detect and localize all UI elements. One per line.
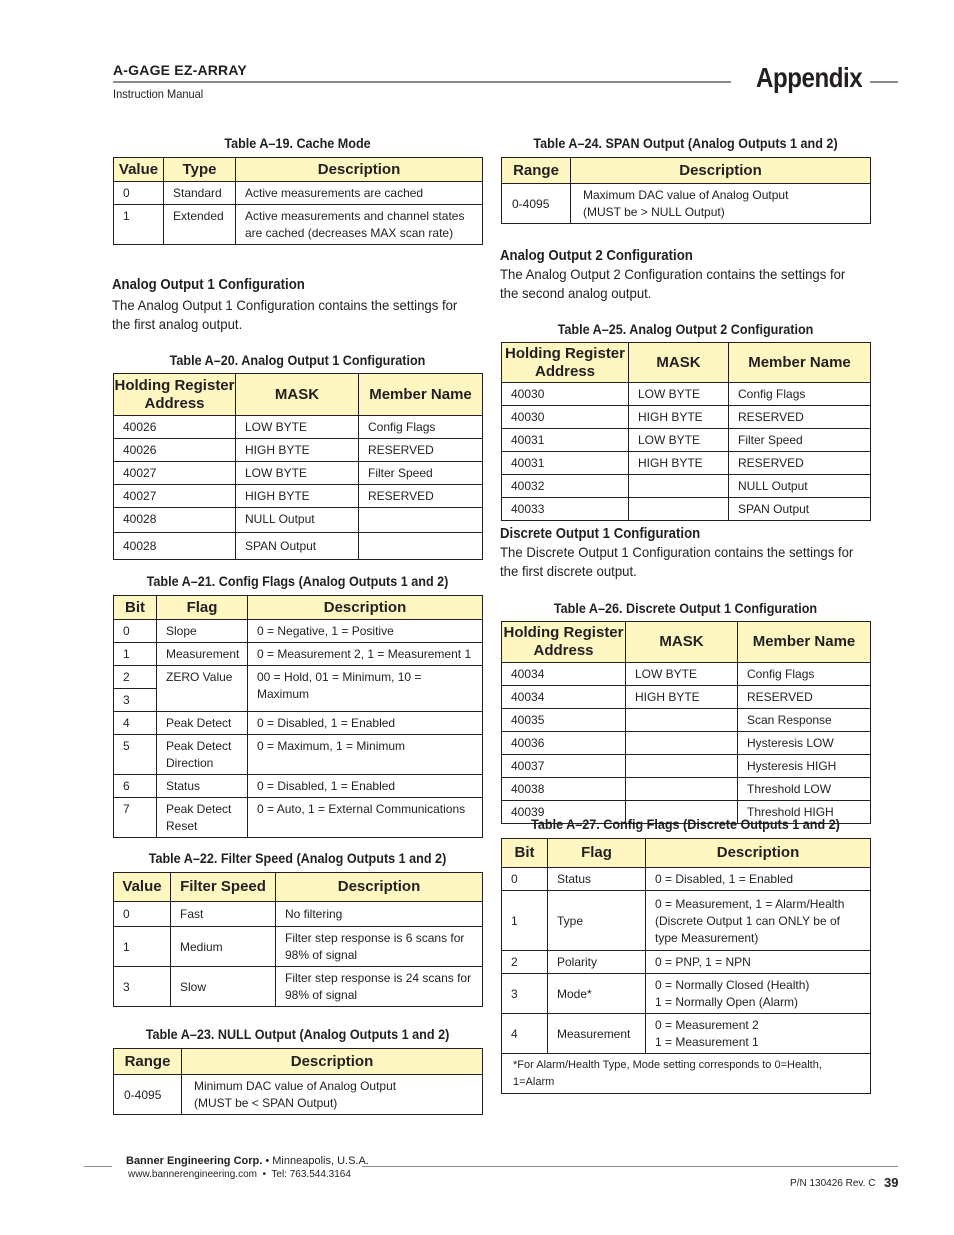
- cell: NULL Output: [236, 508, 359, 533]
- cell: 40030: [502, 406, 629, 429]
- cell: 40031: [502, 429, 629, 452]
- col-header: Range: [114, 1049, 182, 1075]
- col-header: Description: [276, 873, 483, 902]
- product-name: A-GAGE EZ-ARRAY: [113, 62, 247, 78]
- cell: 1: [114, 643, 157, 666]
- cell: [359, 533, 483, 560]
- table-a19: [113, 157, 483, 245]
- cell: HIGH BYTE: [236, 485, 359, 508]
- cell: Active measurements are cached: [236, 182, 483, 205]
- cell: 40026: [114, 416, 236, 439]
- cell: Threshold HIGH: [738, 801, 871, 824]
- cell: [626, 732, 738, 755]
- cell: Slow: [171, 967, 276, 1007]
- table-a26: [501, 621, 871, 824]
- table-row: [114, 485, 483, 508]
- table-a22-caption: Table A–22. Filter Speed (Analog Outputs 1 and 2): [148, 850, 447, 866]
- table-a24-caption: Table A–24. SPAN Output (Analog Outputs 1 and 2): [533, 135, 838, 151]
- col-header: MASK: [626, 622, 738, 663]
- cell: 0-4095: [114, 1075, 182, 1115]
- cell: [629, 498, 729, 521]
- cell: 40035: [502, 709, 626, 732]
- table-row: [502, 974, 871, 1014]
- cell: 40033: [502, 498, 629, 521]
- table-a26-caption: Table A–26. Discrete Output 1 Configuration: [553, 600, 818, 616]
- cell: Peak Detect Reset: [157, 798, 248, 838]
- footer-contact: www.bannerengineering.com • Tel: 763.544.3164: [128, 1169, 351, 1180]
- col-header: Description: [571, 158, 871, 184]
- cell: 2: [502, 951, 548, 974]
- cell: 2: [114, 666, 157, 689]
- cell: Filter Speed: [729, 429, 871, 452]
- discrete-output-1-text: The Discrete Output 1 Configuration contains the settings for the first discrete output.: [500, 544, 854, 579]
- col-header: Bit: [502, 839, 548, 868]
- cell: SPAN Output: [236, 533, 359, 560]
- table-row: [502, 686, 871, 709]
- col-header: MASK: [629, 343, 729, 383]
- discrete-output-1-heading: Discrete Output 1 Configuration: [500, 525, 701, 542]
- cell: 6: [114, 775, 157, 798]
- cell: Threshold LOW: [738, 778, 871, 801]
- cell: 40031: [502, 452, 629, 475]
- analog-output-2-heading: Analog Output 2 Configuration: [500, 247, 693, 264]
- table-row: [502, 406, 871, 429]
- cell: 0 = Disabled, 1 = Enabled: [248, 775, 483, 798]
- cell: Filter Speed: [359, 462, 483, 485]
- table-a21-caption: Table A–21. Config Flags (Analog Outputs 1 and 2): [146, 573, 449, 589]
- table-a25-caption: Table A–25. Analog Output 2 Configuration: [557, 321, 814, 337]
- cell: Hysteresis LOW: [738, 732, 871, 755]
- table-a21: [113, 595, 483, 838]
- table-row: [114, 462, 483, 485]
- cell: LOW BYTE: [236, 416, 359, 439]
- table-row: [114, 1075, 483, 1115]
- cell: Minimum DAC value of Analog Output (MUST be < SPAN Output): [182, 1075, 483, 1115]
- cell: Filter step response is 24 scans for 98% of signal: [276, 967, 483, 1007]
- cell: 1: [114, 927, 171, 967]
- col-header: Description: [236, 158, 483, 182]
- cell: 4: [502, 1014, 548, 1054]
- table-row: [114, 798, 483, 838]
- col-header: Flag: [157, 596, 248, 620]
- part-number: P/N 130426 Rev. C: [790, 1178, 876, 1189]
- cell: 40038: [502, 778, 626, 801]
- table-row: [114, 439, 483, 462]
- cell: 0 = Negative, 1 = Positive: [248, 620, 483, 643]
- table-row: [114, 967, 483, 1007]
- table-a20-caption: Table A–20. Analog Output 1 Configuration: [169, 352, 426, 368]
- cell: HIGH BYTE: [629, 452, 729, 475]
- table-row: [502, 498, 871, 521]
- cell: 4: [114, 712, 157, 735]
- cell: ZERO Value: [157, 666, 248, 712]
- table-row: [114, 666, 483, 689]
- cell: 0 = PNP, 1 = NPN: [646, 951, 871, 974]
- cell: 0: [114, 902, 171, 927]
- cell: HIGH BYTE: [629, 406, 729, 429]
- col-header: Description: [182, 1049, 483, 1075]
- cell: 0 = Disabled, 1 = Enabled: [248, 712, 483, 735]
- table-row: [502, 868, 871, 891]
- cell: Hysteresis HIGH: [738, 755, 871, 778]
- cell: 0: [114, 620, 157, 643]
- cell: Type: [548, 891, 646, 951]
- table-row: [502, 951, 871, 974]
- cell: 40037: [502, 755, 626, 778]
- section-title: Appendix: [756, 62, 863, 93]
- col-header: Flag: [548, 839, 646, 868]
- col-header: Holding Register Address: [502, 343, 629, 383]
- analog-output-1-heading: Analog Output 1 Configuration: [112, 276, 305, 293]
- cell: [629, 475, 729, 498]
- cell: 3: [114, 689, 157, 712]
- cell: 40034: [502, 686, 626, 709]
- header-rule-short: [870, 81, 898, 83]
- cell: Status: [548, 868, 646, 891]
- cell: Fast: [171, 902, 276, 927]
- table-a27: [501, 838, 871, 1094]
- cell: 0 = Measurement 2, 1 = Measurement 1: [248, 643, 483, 666]
- table-a25: [501, 342, 871, 521]
- cell: RESERVED: [359, 485, 483, 508]
- cell: 3: [114, 967, 171, 1007]
- cell: LOW BYTE: [236, 462, 359, 485]
- cell: 1: [114, 205, 164, 245]
- cell: Polarity: [548, 951, 646, 974]
- cell: HIGH BYTE: [626, 686, 738, 709]
- cell: [626, 755, 738, 778]
- col-header: Value: [114, 158, 164, 182]
- footer-company: [126, 1155, 369, 1167]
- cell: RESERVED: [359, 439, 483, 462]
- cell: Status: [157, 775, 248, 798]
- cell: [359, 508, 483, 533]
- cell: Peak Detect: [157, 712, 248, 735]
- analog-output-1-text: The Analog Output 1 Configuration contains the settings for the first analog output.: [112, 297, 458, 332]
- table-row: [114, 620, 483, 643]
- footer-rule-left: [84, 1166, 112, 1167]
- company-name: Banner Engineering Corp.: [126, 1155, 263, 1167]
- col-header: Member Name: [729, 343, 871, 383]
- table-a27-caption: Table A–27. Config Flags (Discrete Outputs 1 and 2): [531, 816, 840, 832]
- table-row: [114, 416, 483, 439]
- col-header: Bit: [114, 596, 157, 620]
- cell: [626, 778, 738, 801]
- table-row: [502, 429, 871, 452]
- table-row: [114, 643, 483, 666]
- table-row: [114, 712, 483, 735]
- analog-output-2-text: The Analog Output 2 Configuration contains the settings for the second analog output.: [500, 266, 846, 301]
- cell: 1: [502, 891, 548, 951]
- cell: 40036: [502, 732, 626, 755]
- table-footnote-row: [502, 1054, 871, 1094]
- cell: 3: [502, 974, 548, 1014]
- header-rule: [113, 81, 731, 83]
- cell: Filter step response is 6 scans for 98% of signal: [276, 927, 483, 967]
- col-header: Value: [114, 873, 171, 902]
- cell: Medium: [171, 927, 276, 967]
- table-row: [114, 182, 483, 205]
- cell: 40028: [114, 533, 236, 560]
- cell: 5: [114, 735, 157, 775]
- table-a23: [113, 1048, 483, 1115]
- cell: 40027: [114, 462, 236, 485]
- cell: SPAN Output: [729, 498, 871, 521]
- cell: 40028: [114, 508, 236, 533]
- footer-rule: [362, 1166, 898, 1167]
- table-row: [502, 1014, 871, 1054]
- cell: RESERVED: [729, 452, 871, 475]
- table-row: [502, 383, 871, 406]
- cell: 0 = Normally Closed (Health) 1 = Normally Open (Alarm): [646, 974, 871, 1014]
- cell: Measurement: [157, 643, 248, 666]
- cell: 40034: [502, 663, 626, 686]
- cell: RESERVED: [729, 406, 871, 429]
- col-header: Filter Speed: [171, 873, 276, 902]
- table-row: [502, 732, 871, 755]
- col-header: Holding Register Address: [502, 622, 626, 663]
- cell: Slope: [157, 620, 248, 643]
- table-footnote: *For Alarm/Health Type, Mode setting corresponds to 0=Health, 1=Alarm: [502, 1054, 871, 1094]
- col-header: Description: [646, 839, 871, 868]
- cell: Mode*: [548, 974, 646, 1014]
- cell: 40039: [502, 801, 626, 824]
- table-a23-caption: Table A–23. NULL Output (Analog Outputs 1 and 2): [145, 1026, 450, 1042]
- table-row: [502, 709, 871, 732]
- cell: Config Flags: [359, 416, 483, 439]
- cell: 0 = Maximum, 1 = Minimum: [248, 735, 483, 775]
- table-a19-caption: Table A–19. Cache Mode: [224, 135, 371, 151]
- col-header: Description: [248, 596, 483, 620]
- cell: 0 = Measurement, 1 = Alarm/Health (Discrete Output 1 can ONLY be of type Measurement): [646, 891, 871, 951]
- cell: 40027: [114, 485, 236, 508]
- cell: 40030: [502, 383, 629, 406]
- cell: Measurement: [548, 1014, 646, 1054]
- cell: 0: [502, 868, 548, 891]
- col-header: Member Name: [738, 622, 871, 663]
- table-row: [502, 184, 871, 224]
- cell: 0 = Measurement 2 1 = Measurement 1: [646, 1014, 871, 1054]
- table-row: [114, 902, 483, 927]
- cell: LOW BYTE: [629, 383, 729, 406]
- table-row: [114, 775, 483, 798]
- table-a20: [113, 373, 483, 560]
- table-row: [114, 927, 483, 967]
- cell: 40032: [502, 475, 629, 498]
- cell: No filtering: [276, 902, 483, 927]
- cell: HIGH BYTE: [236, 439, 359, 462]
- company-location: • Minneapolis, U.S.A.: [262, 1155, 369, 1167]
- cell: 7: [114, 798, 157, 838]
- col-header: Member Name: [359, 374, 483, 416]
- table-row: [502, 475, 871, 498]
- table-row: [502, 891, 871, 951]
- cell: Extended: [164, 205, 236, 245]
- cell: 0-4095: [502, 184, 571, 224]
- table-row: [502, 663, 871, 686]
- cell: Peak Detect Direction: [157, 735, 248, 775]
- col-header: Type: [164, 158, 236, 182]
- col-header: MASK: [236, 374, 359, 416]
- manual-label: Instruction Manual: [113, 87, 204, 101]
- table-row: [114, 205, 483, 245]
- cell: RESERVED: [738, 686, 871, 709]
- cell: Config Flags: [738, 663, 871, 686]
- table-row: [114, 735, 483, 775]
- table-row: [502, 755, 871, 778]
- cell: Maximum DAC value of Analog Output (MUST be > NULL Output): [571, 184, 871, 224]
- cell: 0 = Auto, 1 = External Communications: [248, 798, 483, 838]
- cell: LOW BYTE: [626, 663, 738, 686]
- cell: Config Flags: [729, 383, 871, 406]
- cell: Standard: [164, 182, 236, 205]
- cell: 0: [114, 182, 164, 205]
- col-header: Holding Register Address: [114, 374, 236, 416]
- table-row: [502, 452, 871, 475]
- cell: 40026: [114, 439, 236, 462]
- table-a22: [113, 872, 483, 1007]
- cell: Scan Response: [738, 709, 871, 732]
- table-a24: [501, 157, 871, 224]
- page-number: 39: [884, 1175, 899, 1190]
- table-row: [114, 508, 483, 533]
- cell: 00 = Hold, 01 = Minimum, 10 = Maximum: [248, 666, 483, 712]
- table-row: [114, 533, 483, 560]
- table-row: [502, 778, 871, 801]
- cell: NULL Output: [729, 475, 871, 498]
- cell: [626, 709, 738, 732]
- col-header: Range: [502, 158, 571, 184]
- cell: LOW BYTE: [629, 429, 729, 452]
- cell: Active measurements and channel states are cached (decreases MAX scan rate): [236, 205, 483, 245]
- cell: 0 = Disabled, 1 = Enabled: [646, 868, 871, 891]
